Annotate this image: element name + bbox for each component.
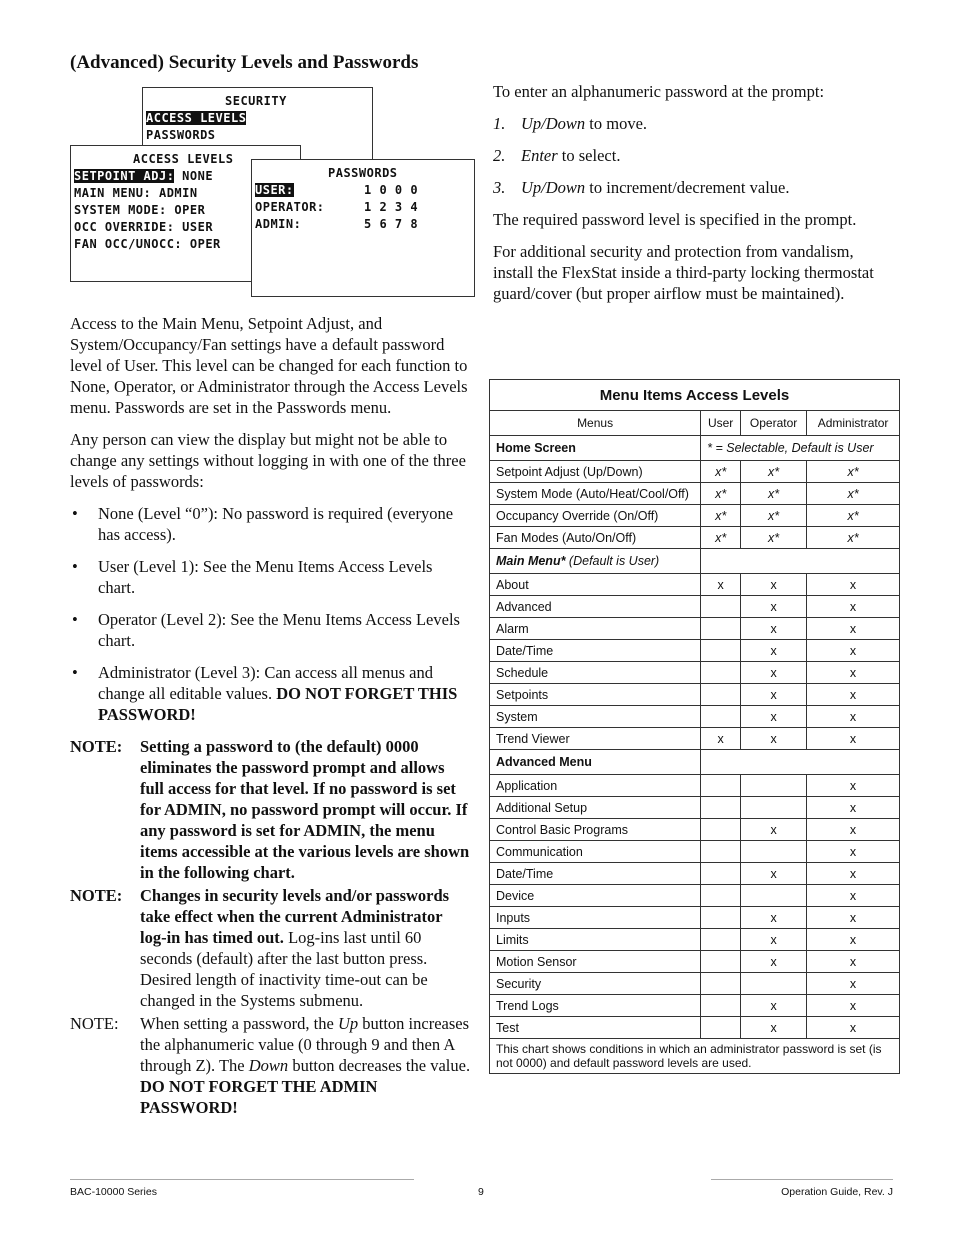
list-item: • Administrator (Level 3): Can access all menus and change all editable values. DO NOT FORGET THIS PASSWORD! [72,663,458,724]
table-row: Trend Logs x x [490,995,900,1017]
column-header: User [701,411,741,436]
list-item: • User (Level 1): See the Menu Items Access Levels chart. [72,557,433,597]
access-row-label: MAIN MENU: [74,186,152,200]
list-item: 1. Up/Down to move. [493,114,648,133]
steps-list [493,113,893,198]
menu-item-passwords: PASSWORDS [146,128,216,142]
table-row: Trend Viewer x x x [490,728,900,750]
access-levels-table [489,379,900,1074]
table-row: Date/Time x x [490,640,900,662]
password-row-label: USER: [255,183,294,197]
menu-item-access-levels: ACCESS LEVELS [146,111,247,125]
access-row-value: OPER [182,237,221,251]
footer-rule-left [70,1179,414,1180]
table-row: Test x x [490,1017,900,1039]
list-item: 3. Up/Down to increment/decrement value. [493,178,790,197]
list-item: • None (Level “0”): No password is required (everyone has access). [72,504,454,544]
levels-paragraph: Any person can view the display but might not be able to change any settings without logging in with one of the three levels of passwords: [70,430,466,491]
access-row-label: FAN OCC/UNOCC: [74,237,183,251]
section-header-advanced: Advanced Menu [490,750,701,775]
bullet-icon: • [72,504,78,523]
table-row: Schedule x x [490,662,900,684]
access-row-value: OPER [166,203,206,217]
table-row: Setpoint Adjust (Up/Down) x* x* x* [490,461,900,483]
note-default-password: NOTE: Setting a password to (the default) 0000 eliminates the password prompt and allows full access for that level. If no password is set for ADMIN, no password prompt will occur. If any password is set for ADMIN, the menu items accessible at the various levels are shown in the following chart. [70,737,470,882]
right-column [493,81,893,315]
table-row: System Mode (Auto/Heat/Cool/Off) x* x* x* [490,483,900,505]
bullet-icon: • [72,663,78,682]
note-timeout: NOTE: Changes in security levels and/or passwords take effect when the current Administrator log-in has timed out. Log-ins last until 60 seconds (default) after the last button press. Desired length of inactivity time-out can be changed in the Systems submenu. [70,886,450,1010]
column-header: Operator [741,411,807,436]
table-row: Motion Sensor x x [490,951,900,973]
table-row: Control Basic Programs x x [490,819,900,841]
section-header-home: Home Screen [490,436,701,461]
list-item: 2. Enter to select. [493,146,621,165]
passwords-title: PASSWORDS [328,166,398,180]
table-row: Additional Setup x [490,797,900,819]
security-screen-title: SECURITY [225,94,287,108]
access-row-label: OCC OVERRIDE: [74,220,175,234]
column-header: Administrator [807,411,900,436]
page-heading: (Advanced) Security Levels and Passwords [70,52,419,73]
passwords-screen [251,159,475,297]
table-row: Setpoints x x [490,684,900,706]
required-level-paragraph: The required password level is specified in the prompt. [493,210,857,229]
access-row-value: ADMIN [151,186,198,200]
prompt-intro: To enter an alphanumeric password at the prompt: [493,82,825,101]
table-row: Occupancy Override (On/Off) x* x* x* [490,505,900,527]
access-row-label: SETPOINT ADJ: [74,169,175,183]
table-row: Alarm x x [490,618,900,640]
table-footnote: This chart shows conditions in which an administrator password is set (is not 0000) and default password levels are used. [490,1039,900,1074]
footer-page-number: 9 [478,1186,484,1198]
intro-paragraph: Access to the Main Menu, Setpoint Adjust, and System/Occupancy/Fan settings have a default password level of User. This level can be changed for each function to None, Operator, or Administrator through the Access Levels menu. Passwords are set in the Passwords menu. [70,314,468,417]
table-title: Menu Items Access Levels [490,380,900,411]
table-row: About x x x [490,574,900,596]
table-row: Communication x [490,841,900,863]
table-row: Limits x x [490,929,900,951]
table-row: Date/Time x x [490,863,900,885]
table-row: System x x [490,706,900,728]
password-row-value: 1 0 0 0 [364,183,419,197]
bullet-icon: • [72,610,78,629]
left-column [70,313,472,1120]
footer-guide: Operation Guide, Rev. J [781,1186,893,1198]
column-header: Menus [490,411,701,436]
password-row-value: 5 6 7 8 [364,217,419,231]
table-row: Device x [490,885,900,907]
password-row-label: OPERATOR: [255,200,325,214]
list-item: • Operator (Level 2): See the Menu Items Access Levels chart. [72,610,460,650]
password-row-label: ADMIN: [255,217,302,231]
access-row-value: NONE [174,169,214,183]
table-row: Inputs x x [490,907,900,929]
footer-rule-right [711,1179,893,1180]
section-header-main: Main Menu* (Default is User) [490,549,701,574]
vandalism-paragraph: For additional security and protection from vandalism, install the FlexStat inside a third-party locking thermostat guard/cover (but proper airflow must be maintained). [493,242,874,303]
table-row: Application x [490,775,900,797]
access-row-value: USER [174,220,214,234]
password-row-value: 1 2 3 4 [364,200,419,214]
note-setting-password: NOTE: When setting a password, the Up button increases the alphanumeric value (0 through 9 and then A through Z). The Down button decreases the value. DO NOT FORGET THE ADMIN PASSWORD! [70,1014,471,1117]
access-row-label: SYSTEM MODE: [74,203,167,217]
footer-series: BAC-10000 Series [70,1186,157,1198]
access-levels-title: ACCESS LEVELS [133,152,234,166]
bullet-icon: • [72,557,78,576]
table-row: Advanced x x [490,596,900,618]
table-row: Security x [490,973,900,995]
home-note: * = Selectable, Default is User [701,436,900,461]
table-row: Fan Modes (Auto/On/Off) x* x* x* [490,527,900,549]
